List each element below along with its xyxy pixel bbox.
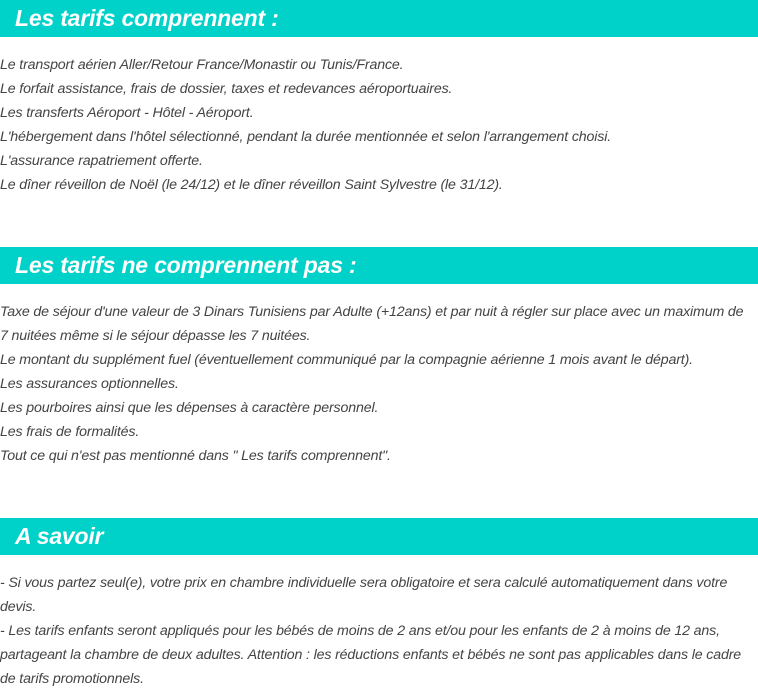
section-header-included: [0, 0, 758, 37]
section-header-not-included: [0, 247, 758, 284]
list-item: de tarifs promotionnels.: [0, 671, 144, 687]
list-item: Le montant du supplément fuel (éventuellement communiqué par la compagnie aérienne 1 mois avant le départ).: [0, 352, 693, 368]
list-item: Les pourboires ainsi que les dépenses à caractère personnel.: [0, 400, 379, 416]
list-item: - Les tarifs enfants seront appliqués pour les bébés de moins de 2 ans et/ou pour les enfants de 2 à moins de 12 ans,: [0, 623, 720, 639]
list-item: Le transport aérien Aller/Retour France/Monastir ou Tunis/France.: [0, 57, 404, 73]
section-title-good-to-know: A savoir: [15, 523, 104, 549]
good-to-know-list: [0, 571, 758, 691]
list-item: devis.: [0, 599, 37, 615]
section-title-not-included: Les tarifs ne comprennent pas :: [15, 252, 357, 278]
list-item: partageant la chambre de deux adultes. Attention : les réductions enfants et bébés ne sont pas applicables dans le cadre: [0, 647, 742, 663]
list-item: Le dîner réveillon de Noël (le 24/12) et le dîner réveillon Saint Sylvestre (le 31/12).: [0, 177, 503, 193]
section-header-good-to-know: [0, 518, 758, 555]
list-item: Taxe de séjour d'une valeur de 3 Dinars Tunisiens par Adulte (+12ans) et par nuit à régler sur place avec un maximum de: [0, 304, 744, 320]
list-item: Le forfait assistance, frais de dossier, taxes et redevances aéroportuaires.: [0, 81, 453, 97]
not-included-list: [0, 300, 758, 468]
list-item: Les transferts Aéroport - Hôtel - Aéroport.: [0, 105, 254, 121]
list-item: L'hébergement dans l'hôtel sélectionné, pendant la durée mentionnée et selon l'arrangement choisi.: [0, 129, 611, 145]
section-title-included: Les tarifs comprennent :: [15, 5, 279, 31]
list-item: L'assurance rapatriement offerte.: [0, 153, 203, 169]
list-item: - Si vous partez seul(e), votre prix en chambre individuelle sera obligatoire et sera calculé automatiquement dans votre: [0, 575, 728, 591]
list-item: Les frais de formalités.: [0, 424, 140, 440]
list-item: 7 nuitées même si le séjour dépasse les 7 nuitées.: [0, 328, 311, 344]
list-item: Tout ce qui n'est pas mentionné dans " Les tarifs comprennent".: [0, 448, 391, 464]
list-item: Les assurances optionnelles.: [0, 376, 179, 392]
included-list: [0, 53, 758, 197]
